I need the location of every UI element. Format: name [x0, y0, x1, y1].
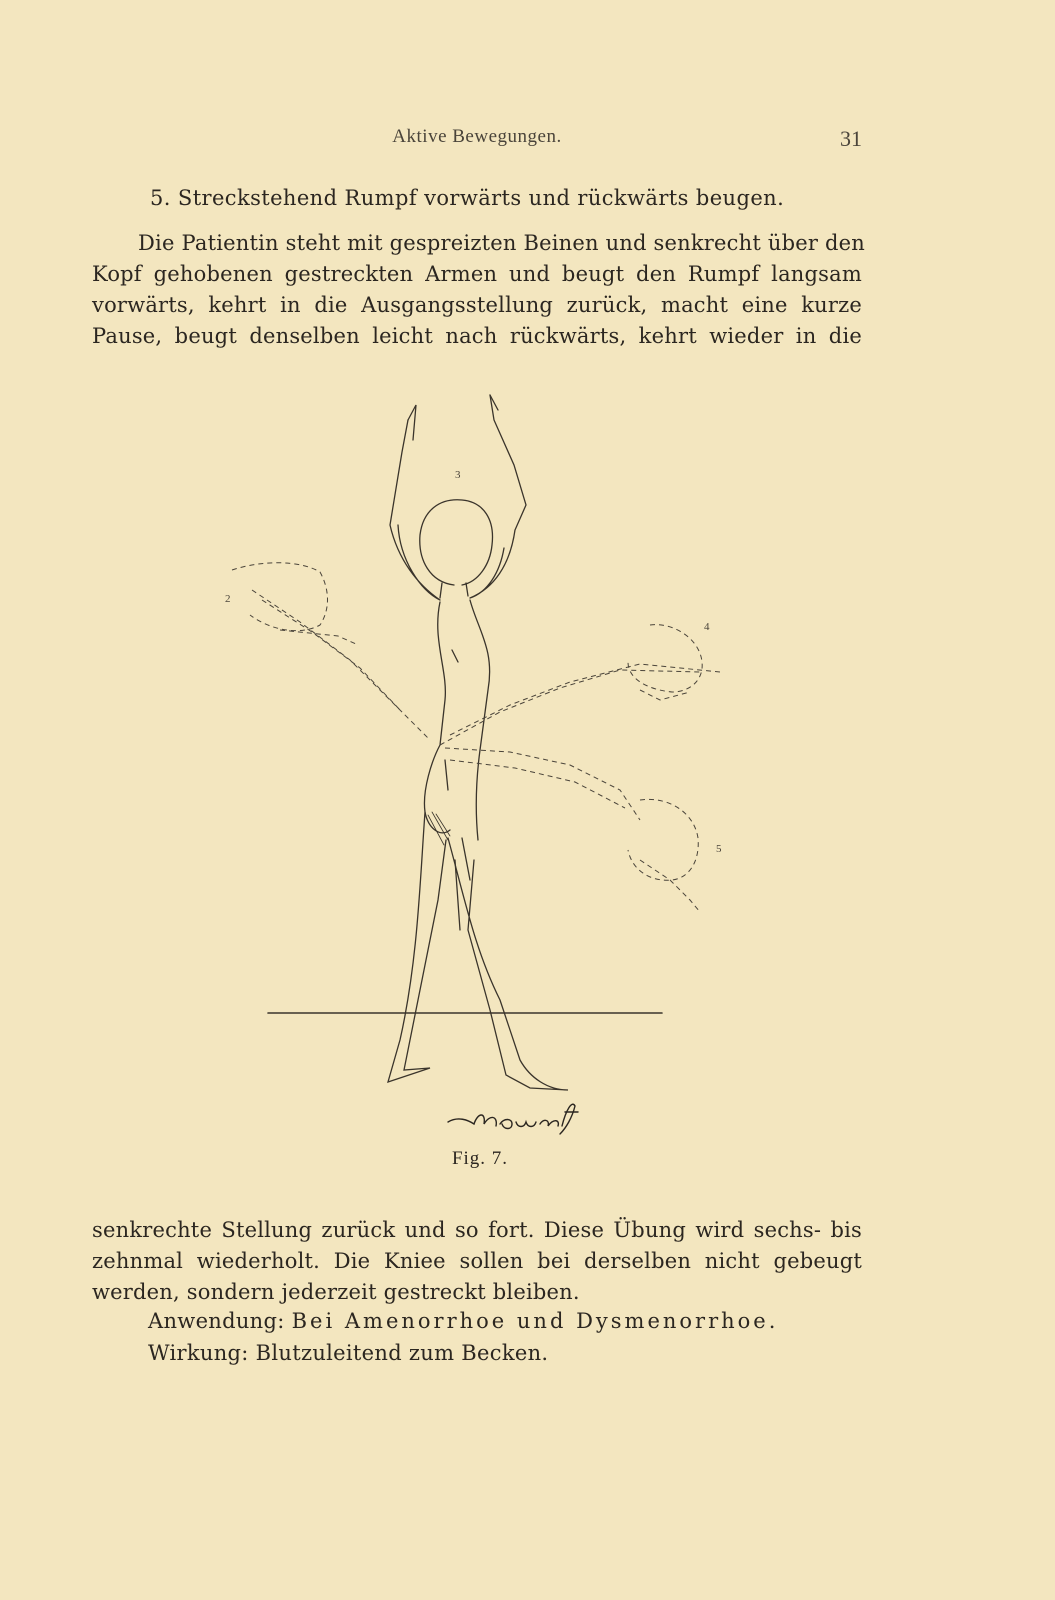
label-5: 5 [716, 843, 722, 855]
paragraph-line: senkrechte Stellung zurück und so fort. Diese Übung wird sechs- bis [92, 1218, 862, 1242]
running-title: Aktive Bewegungen. [392, 126, 562, 147]
position-2-outline [232, 563, 328, 631]
figure-right-leg [448, 838, 568, 1090]
application-text: Bei Amenorrhoe und Dysmenorrhoe. [291, 1309, 779, 1333]
paragraph-continuation [92, 1215, 862, 1308]
application-label: Anwendung: [148, 1309, 285, 1333]
artist-signature [448, 1104, 578, 1134]
figure-right-arm [470, 395, 526, 598]
label-2: 2 [225, 593, 231, 605]
paragraph-line: Kopf gehobenen gestreckten Armen und beugt den Rumpf langsam [92, 262, 862, 286]
paragraph-line: zehnmal wiederholt. Die Kniee sollen bei derselben nicht gebeugt [92, 1249, 862, 1273]
figure-head [420, 500, 493, 585]
figure-caption: Fig. 7. [451, 1148, 509, 1169]
effect-text: Blutzuleitend zum Becken. [255, 1341, 549, 1365]
paragraph-line: Die Patientin steht mit gespreizten Beinen und senkrecht über den [138, 231, 865, 255]
figure-left-arm [390, 420, 440, 600]
position-5-outline [628, 799, 698, 880]
effect-label: Wirkung: [148, 1341, 249, 1365]
label-3: 3 [455, 469, 461, 481]
figure-torso [424, 600, 489, 840]
position-4-outline [628, 625, 702, 692]
paragraph-line: vorwärts, kehrt in die Ausgangsstellung zurück, macht eine kurze [92, 293, 862, 317]
paragraph-line: werden, sondern jederzeit gestreckt bleiben. [92, 1280, 580, 1304]
application-line [148, 1309, 778, 1333]
page-number: 31 [840, 126, 862, 151]
section-heading: 5. Streckstehend Rumpf vorwärts und rückwärts beugen. [150, 186, 785, 210]
label-4: 4 [704, 621, 710, 633]
paragraph-line: Pause, beugt denselben leicht nach rückwärts, kehrt wieder in die [92, 324, 862, 348]
figure-left-leg [388, 812, 446, 1082]
effect-line [148, 1341, 548, 1365]
